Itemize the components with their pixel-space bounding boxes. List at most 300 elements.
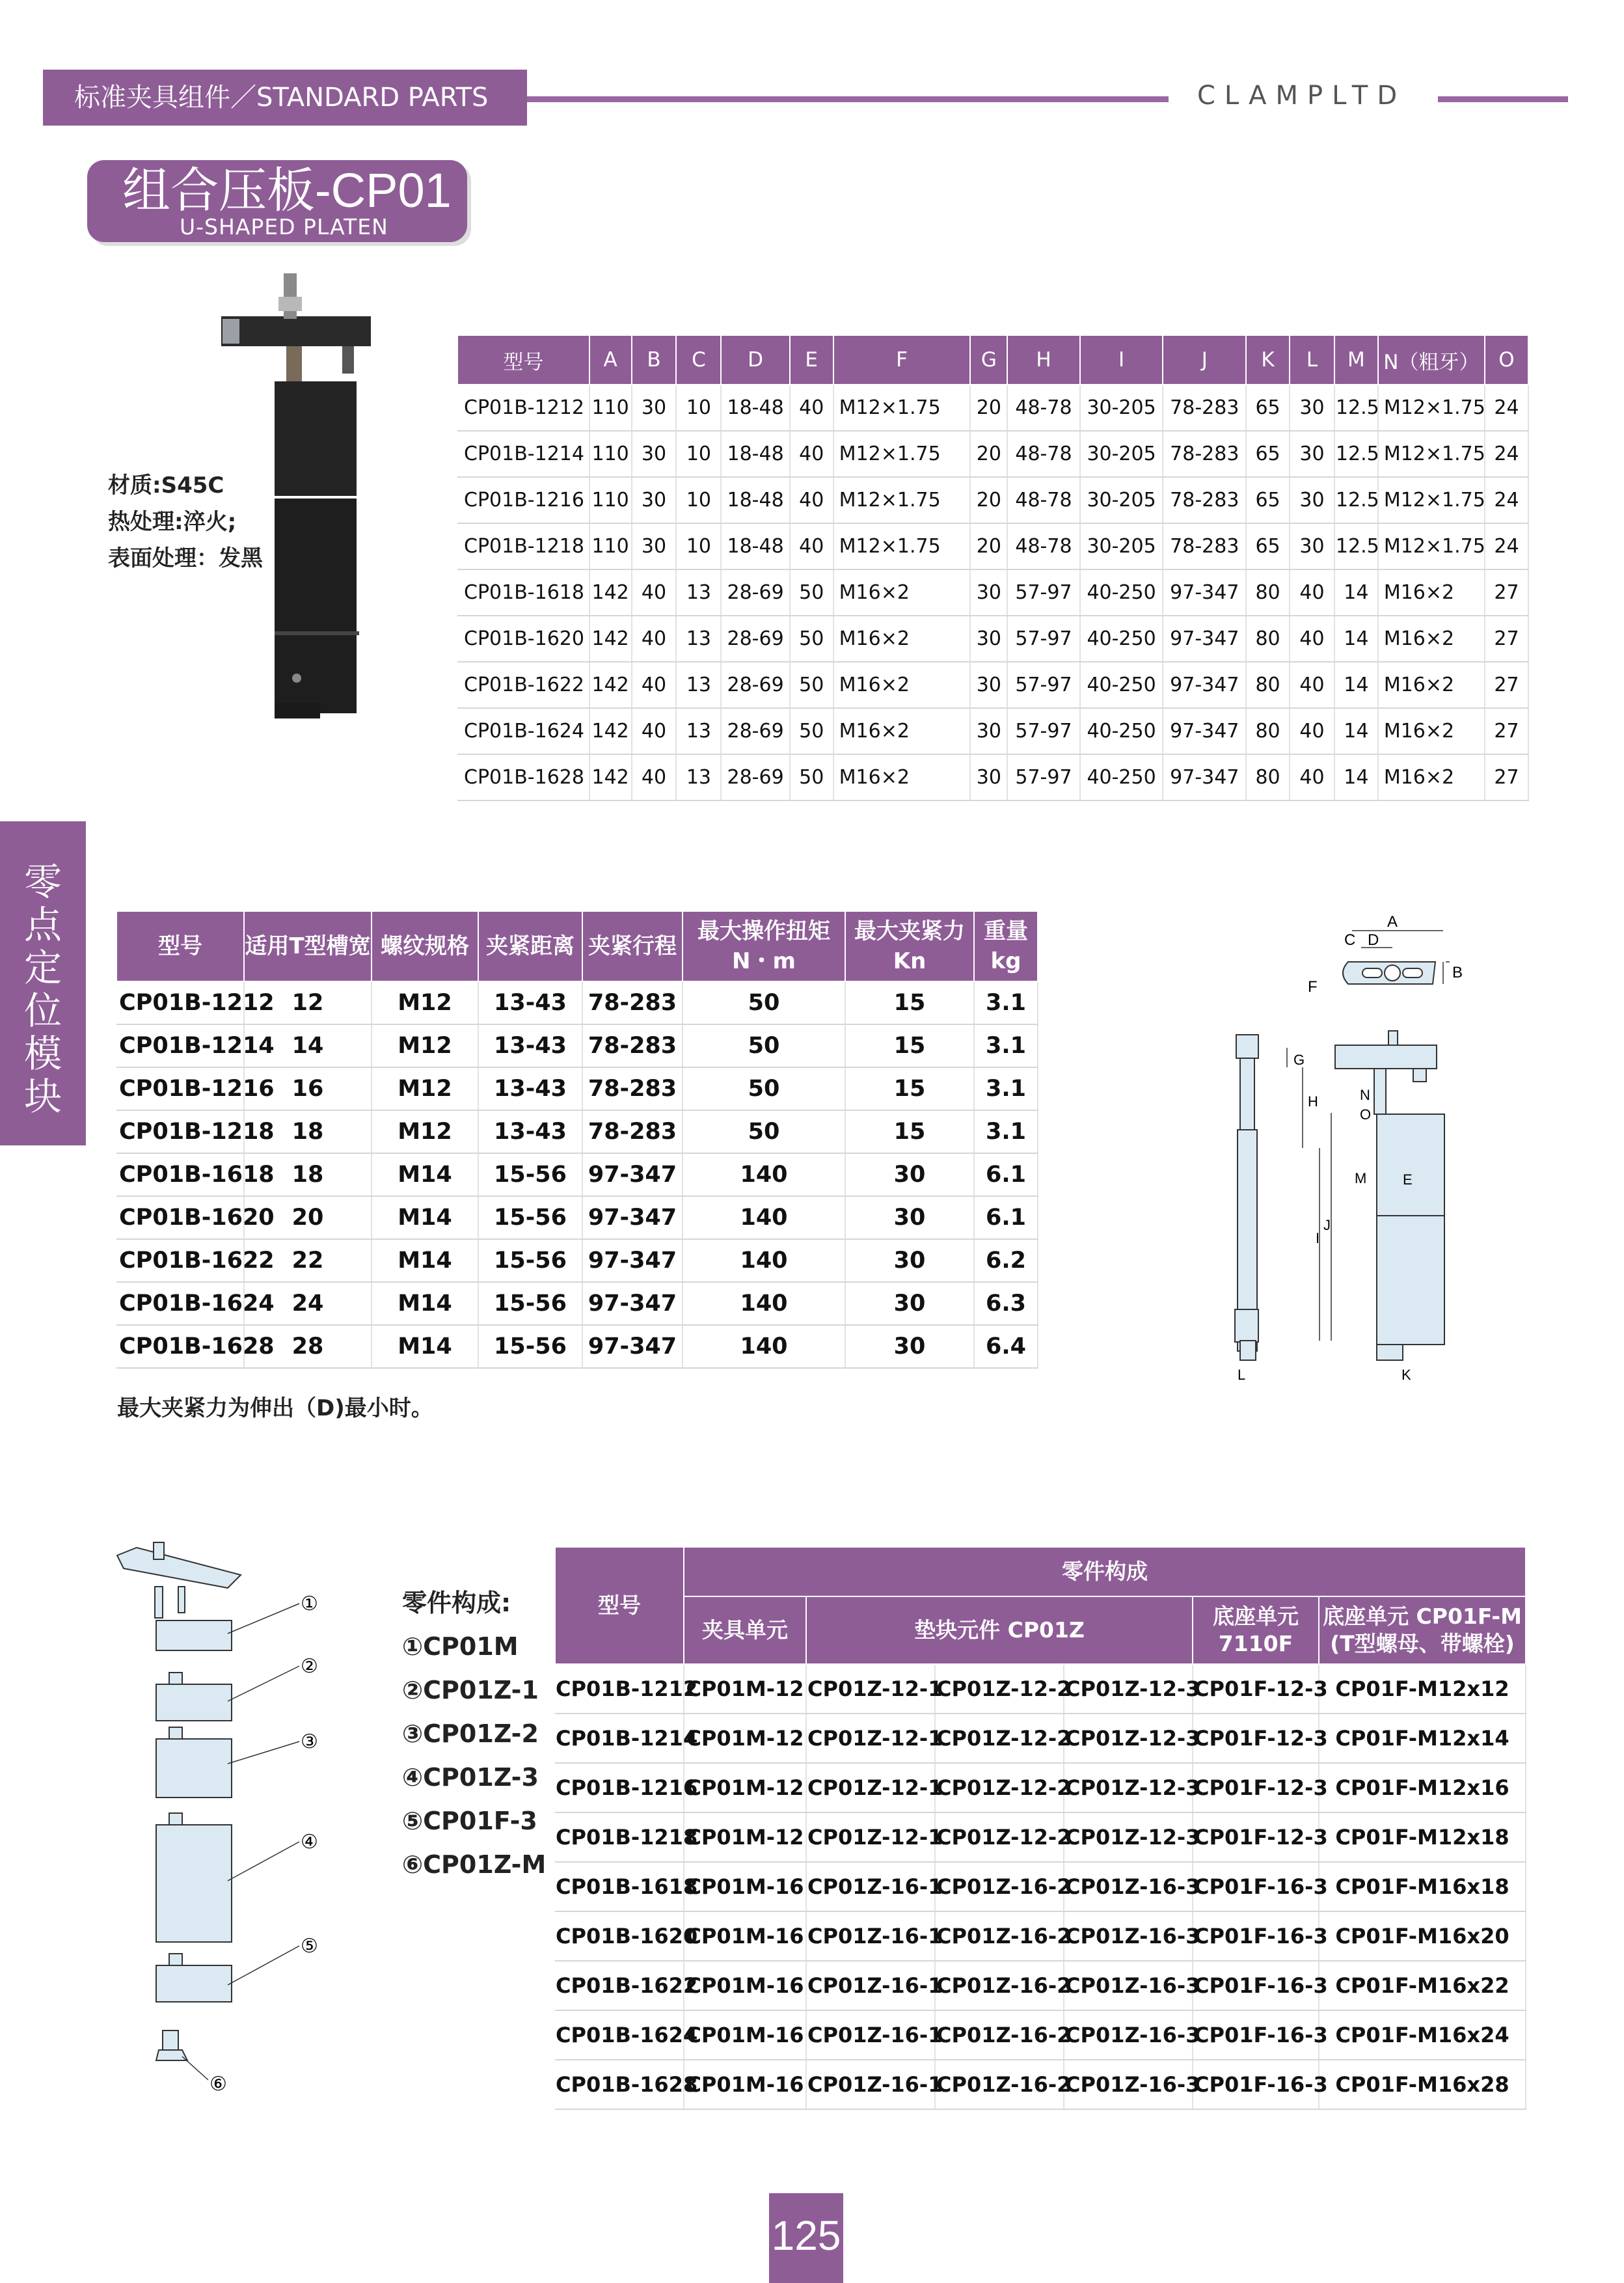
dimension-cell: 97-347 [1163,616,1246,662]
photo-t-nut [275,703,320,718]
spec-cell: 30 [845,1325,974,1368]
dimension-cell: 28-69 [721,708,789,754]
dimension-cell: 30 [1290,431,1334,477]
table-row [555,1961,1526,2010]
parts-cell: CP01F-M12x12 [1319,1664,1526,1714]
side-tab-char: 点 [23,903,62,947]
spec-cell: 14 [244,1024,372,1067]
spec-cell: 30 [845,1239,974,1282]
dimension-cell: 48-78 [1007,523,1079,569]
parts-cell: CP01Z-16-3 [1064,1911,1193,1961]
table-row [457,754,1528,800]
dimension-header-cell: K [1246,335,1290,385]
table-row [555,1812,1526,1862]
parts-cell: CP01F-16-3 [1193,2010,1319,2060]
parts-cell: CP01F-M16x20 [1319,1911,1526,1961]
dim-label-i: I [1316,1230,1320,1246]
table-row [116,1239,1038,1282]
dimension-cell: 142 [589,708,632,754]
parts-cell: CP01Z-16-2 [935,1862,1064,1911]
dimension-cell: M16×2 [1378,708,1485,754]
dimension-header-cell: I [1080,335,1163,385]
dimension-cell: 65 [1246,385,1290,431]
header-rule-right [1438,96,1568,102]
dimension-header-cell: C [676,335,721,385]
table-row [116,1196,1038,1239]
parts-cell: CP01M-12 [684,1812,806,1862]
dimension-cell: 30 [970,754,1007,800]
spec-cell: M12 [372,1110,478,1153]
dimension-cell: 40 [790,431,833,477]
parts-cell: CP01F-M16x22 [1319,1961,1526,2010]
spec-cell: 50 [683,981,845,1024]
dimension-cell: 27 [1485,616,1528,662]
parts-cell: CP01B-1218 [555,1812,684,1862]
parts-cell: CP01F-12-3 [1193,1763,1319,1812]
dimension-header-cell: L [1290,335,1334,385]
spec-cell: M14 [372,1325,478,1368]
part-1-nut [154,1542,164,1559]
dimension-cell: 30 [632,523,677,569]
callout-4: ④ [301,1831,318,1853]
exploded-view [111,1536,345,2109]
dimension-cell: M12×1.75 [1378,385,1485,431]
spec-cell: 140 [683,1196,845,1239]
parts-cell: CP01Z-12-2 [935,1812,1064,1862]
product-subtitle: U-SHAPED PLATEN [180,214,388,239]
spec-cell: 140 [683,1239,845,1282]
drawing-vertical-dims [1287,1048,1331,1341]
spec-cell: 15 [845,1067,974,1110]
parts-cell: CP01F-M16x28 [1319,2060,1526,2109]
dimension-cell: 24 [1485,385,1528,431]
parts-cell: CP01Z-16-3 [1064,2060,1193,2109]
spec-cell: 3.1 [974,1110,1038,1153]
spec-cell: CP01B-1218 [116,1110,244,1153]
dimension-cell: 40 [1290,662,1334,708]
callout-5: ⑤ [301,1935,318,1957]
parts-list-item: ②CP01Z-1 [402,1676,539,1704]
parts-cell: CP01Z-16-2 [935,2010,1064,2060]
header-brand: CLAMPLTD [1197,81,1407,111]
dimension-cell: 40 [790,385,833,431]
spec-cell: 78-283 [582,1110,683,1153]
spec-cell: 50 [683,1067,845,1110]
dimension-cell: 40 [790,477,833,523]
dimension-cell: 50 [790,569,833,616]
parts-cell: CP01F-16-3 [1193,1961,1319,2010]
callout-6: ⑥ [210,2073,227,2095]
dimension-header-cell: D [721,335,789,385]
parts-cell: CP01Z-12-2 [935,1714,1064,1763]
spec-cell: CP01B-1216 [116,1067,244,1110]
dimension-cell: 97-347 [1163,754,1246,800]
dim-label-j: J [1323,1217,1331,1233]
dimension-cell: 30-205 [1080,385,1163,431]
parts-cell: CP01Z-16-3 [1064,2010,1193,2060]
spec-header-cell: 螺纹规格 [372,911,478,981]
dimension-header-cell: E [790,335,833,385]
dimension-cell: 50 [790,708,833,754]
dim-label-c: C [1344,931,1356,949]
dimension-cell: 24 [1485,431,1528,477]
dimension-table [457,335,1529,801]
spec-cell: 12 [244,981,372,1024]
dimension-cell: CP01B-1620 [457,616,589,662]
parts-cell: CP01B-1618 [555,1862,684,1911]
dimension-cell: 80 [1246,569,1290,616]
parts-cell: CP01M-16 [684,2060,806,2109]
dimension-header-cell: M [1334,335,1378,385]
dimension-cell: 28-69 [721,754,789,800]
spec-cell: 6.1 [974,1153,1038,1196]
dim-label-o: O [1360,1106,1372,1123]
spec-cell: M14 [372,1153,478,1196]
dimension-cell: 40 [1290,569,1334,616]
table-row [457,431,1528,477]
parts-cell: CP01M-16 [684,1862,806,1911]
spec-cell: M14 [372,1282,478,1325]
parts-table-header-row-1 [555,1547,1526,1596]
dimension-cell: 24 [1485,523,1528,569]
dimension-cell: 20 [970,385,1007,431]
spec-cell: 13-43 [478,1110,582,1153]
dimension-cell: 65 [1246,431,1290,477]
dimension-cell: 80 [1246,662,1290,708]
side-tab-char: 模 [23,1032,62,1076]
callout-3: ③ [301,1731,318,1753]
dimension-cell: 40 [632,662,677,708]
dimension-cell: 14 [1334,754,1378,800]
dimension-cell: 48-78 [1007,431,1079,477]
parts-cell: CP01Z-12-1 [806,1714,935,1763]
parts-cell: CP01B-1212 [555,1664,684,1714]
dimension-cell: 30 [970,616,1007,662]
spec-cell: 15-56 [478,1325,582,1368]
dimension-cell: 65 [1246,477,1290,523]
dimension-cell: 14 [1334,662,1378,708]
drawing-top-view [1343,962,1435,984]
parts-cell: CP01M-16 [684,2010,806,2060]
dimension-cell: 57-97 [1007,754,1079,800]
spec-cell: 15-56 [478,1153,582,1196]
dimension-cell: 13 [676,754,721,800]
dimension-cell: 40 [1290,754,1334,800]
dimension-cell: 28-69 [721,616,789,662]
spec-header-cell: 夹紧行程 [582,911,683,981]
dimension-cell: 40 [632,569,677,616]
dimension-cell: 142 [589,616,632,662]
spec-cell: M12 [372,981,478,1024]
dimension-cell: 30 [970,708,1007,754]
dim-label-d: D [1368,931,1379,949]
technical-drawing [1204,898,1464,1393]
parts-cell: CP01B-1620 [555,1911,684,1961]
dimension-cell: M12×1.75 [833,477,971,523]
dimension-header-cell: B [632,335,677,385]
spec-cell: 15 [845,1024,974,1067]
dimension-cell: 50 [790,616,833,662]
dimension-header-cell: N（粗牙） [1378,335,1485,385]
parts-cell: CP01Z-16-1 [806,2010,935,2060]
dimension-cell: 142 [589,754,632,800]
dimension-cell: 97-347 [1163,662,1246,708]
parts-cell: CP01F-12-3 [1193,1714,1319,1763]
spec-note: 最大夹紧力为伸出（D)最小时。 [117,1395,433,1421]
dimension-table-header [457,335,1528,385]
dimension-cell: M16×2 [833,616,971,662]
photo-block-upper [275,381,357,496]
dimension-cell: M16×2 [1378,569,1485,616]
side-tab-char: 块 [23,1074,62,1119]
photo-bar-end [223,319,239,344]
dimension-cell: 65 [1246,523,1290,569]
dimension-cell: 10 [676,477,721,523]
spec-cell: CP01B-1214 [116,1024,244,1067]
dimension-cell: 110 [589,523,632,569]
spec-cell: 78-283 [582,1067,683,1110]
dimension-cell: 14 [1334,616,1378,662]
parts-cell: CP01Z-12-3 [1064,1763,1193,1812]
spec-cell: CP01B-1212 [116,981,244,1024]
parts-cell: CP01B-1214 [555,1714,684,1763]
heat-treatment-text: 热处理:淬火; [108,509,237,535]
spec-cell: 140 [683,1282,845,1325]
parts-cell: CP01F-M12x18 [1319,1812,1526,1862]
parts-cell: CP01F-16-3 [1193,2060,1319,2109]
parts-cell: CP01Z-12-3 [1064,1812,1193,1862]
part-1-clamp-bar [117,1548,241,1588]
callout-2: ② [301,1656,318,1677]
parts-cell: CP01Z-12-2 [935,1763,1064,1812]
parts-cell: CP01M-16 [684,1911,806,1961]
spec-cell: 30 [845,1153,974,1196]
dim-label-a: A [1387,913,1398,931]
dimension-cell: 78-283 [1163,477,1246,523]
dimension-header-cell: 型号 [457,335,589,385]
spec-cell: 6.4 [974,1325,1038,1368]
dim-label-g: G [1293,1052,1305,1068]
parts-cell: CP01Z-16-1 [806,1862,935,1911]
dimension-cell: 80 [1246,754,1290,800]
spec-cell: 13-43 [478,1067,582,1110]
dimension-cell: 13 [676,569,721,616]
dimension-cell: 27 [1485,569,1528,616]
dimension-cell: 18-48 [721,431,789,477]
photo-nut [278,297,302,311]
spec-cell: 30 [845,1196,974,1239]
dimension-cell: 20 [970,477,1007,523]
table-row [116,981,1038,1024]
table-row [116,1110,1038,1153]
dimension-cell: CP01B-1218 [457,523,589,569]
side-section-tab [0,821,86,1145]
table-row [555,2060,1526,2109]
dimension-cell: 110 [589,385,632,431]
dim-label-f: F [1308,978,1318,996]
dimension-cell: 30 [1290,385,1334,431]
parts-cell: CP01B-1628 [555,2060,684,2109]
parts-list-item: ④CP01Z-3 [402,1763,539,1792]
side-tab-char: 零 [23,860,62,904]
dim-label-l: L [1238,1367,1246,1383]
parts-cell: CP01M-16 [684,1961,806,2010]
dim-label-m: M [1355,1170,1367,1186]
page-number: 125 [769,2193,843,2283]
dimension-cell: M12×1.75 [1378,477,1485,523]
dimension-cell: M12×1.75 [833,523,971,569]
dimension-cell: 18-48 [721,523,789,569]
dimension-cell: CP01B-1618 [457,569,589,616]
parts-table-group-header: 零件构成 [684,1547,1526,1596]
dimension-cell: 10 [676,431,721,477]
parts-cell: CP01Z-12-1 [806,1812,935,1862]
parts-cell: CP01F-M16x18 [1319,1862,1526,1911]
dimension-cell: 10 [676,523,721,569]
spec-cell: 15-56 [478,1239,582,1282]
table-row [457,616,1528,662]
dimension-cell: 14 [1334,569,1378,616]
dimension-cell: 40-250 [1080,616,1163,662]
dimension-cell: M16×2 [833,569,971,616]
parts-cell: CP01Z-12-1 [806,1664,935,1714]
spec-header-cell: 最大操作扭矩 N・m [683,911,845,981]
parts-cell: CP01F-16-3 [1193,1862,1319,1911]
dimension-cell: 80 [1246,616,1290,662]
dim-label-h: H [1308,1093,1318,1110]
parts-cell: CP01M-12 [684,1664,806,1714]
spec-cell: CP01B-1624 [116,1282,244,1325]
parts-table-model-header: 型号 [555,1547,684,1664]
spec-header-cell: 夹紧距离 [478,911,582,981]
spec-cell: 3.1 [974,981,1038,1024]
part-5-tab [169,1954,182,1965]
parts-cell: CP01B-1624 [555,2010,684,2060]
spec-table [116,910,1038,1369]
dimension-cell: M12×1.75 [1378,431,1485,477]
spec-cell: 20 [244,1196,372,1239]
photo-seam [275,631,359,635]
product-title [122,163,452,219]
spec-cell: 140 [683,1153,845,1196]
spec-cell: CP01B-1622 [116,1239,244,1282]
photo-stud [284,273,297,319]
dimension-cell: M16×2 [1378,754,1485,800]
spec-cell: 97-347 [582,1325,683,1368]
dimension-cell: 48-78 [1007,385,1079,431]
spec-cell: 97-347 [582,1282,683,1325]
parts-cell: CP01F-M16x24 [1319,2010,1526,2060]
dimension-cell: 57-97 [1007,616,1079,662]
table-row [457,523,1528,569]
spec-cell: M12 [372,1067,478,1110]
parts-cell: CP01F-M12x14 [1319,1714,1526,1763]
dimension-header-cell: F [833,335,971,385]
product-title-badge [87,160,467,242]
dimension-cell: 30 [970,569,1007,616]
dimension-cell: M16×2 [833,662,971,708]
dimension-cell: 30-205 [1080,523,1163,569]
spec-header-cell: 重量 kg [974,911,1038,981]
dimension-cell: CP01B-1214 [457,431,589,477]
photo-block-lower [275,499,357,713]
dimension-cell: CP01B-1212 [457,385,589,431]
parts-cell: CP01B-1622 [555,1961,684,2010]
dimension-cell: CP01B-1622 [457,662,589,708]
dimension-cell: 57-97 [1007,569,1079,616]
spec-cell: 97-347 [582,1153,683,1196]
dimension-header-cell: J [1163,335,1246,385]
parts-list-title: 零件构成: [402,1589,511,1617]
dimension-cell: 18-48 [721,385,789,431]
parts-sub-header-cell: 底座单元 CP01F-M (T型螺母、带螺栓) [1319,1596,1526,1664]
part-6-screw [163,2030,178,2050]
spec-cell: CP01B-1628 [116,1325,244,1368]
dim-label-e: E [1403,1171,1413,1188]
spec-header-cell: 型号 [116,911,244,981]
dimension-cell: 57-97 [1007,708,1079,754]
spec-cell: 50 [683,1024,845,1067]
parts-cell: CP01Z-16-1 [806,2060,935,2109]
spec-header-cell: 最大夹紧力 Kn [845,911,974,981]
dimension-cell: 30-205 [1080,431,1163,477]
table-row [555,1714,1526,1763]
surface-treatment-text: 表面处理：发黑 [108,545,263,571]
dimension-cell: 80 [1246,708,1290,754]
dimension-cell: 10 [676,385,721,431]
product-title-name: 组合压板 [122,163,315,219]
part-2-tab [169,1673,182,1684]
table-row [457,662,1528,708]
photo-spring [286,346,302,385]
parts-cell: CP01Z-16-1 [806,1911,935,1961]
dim-label-k: K [1401,1367,1411,1383]
drawing-side-view [1235,1035,1258,1360]
side-tab-char: 位 [23,989,62,1033]
dimension-cell: 110 [589,431,632,477]
parts-list-item: ③CP01Z-2 [402,1719,539,1748]
parts-cell: CP01Z-16-3 [1064,1961,1193,2010]
table-row [555,1763,1526,1812]
callout-1: ① [301,1593,318,1615]
part-3-tab [169,1727,182,1739]
part-4-tab [169,1813,182,1825]
dimension-cell: 40 [790,523,833,569]
parts-cell: CP01Z-16-1 [806,1961,935,2010]
dimension-cell: 13 [676,662,721,708]
spec-cell: CP01B-1620 [116,1196,244,1239]
spec-cell: 140 [683,1325,845,1368]
table-row [457,569,1528,616]
parts-sub-header-cell: 夹具单元 [684,1596,806,1664]
part-1-block [156,1620,232,1650]
dimension-cell: M12×1.75 [1378,523,1485,569]
spec-cell: 15-56 [478,1282,582,1325]
dimension-cell: 48-78 [1007,477,1079,523]
dimension-cell: 78-283 [1163,385,1246,431]
spec-cell: 78-283 [582,981,683,1024]
parts-cell: CP01Z-12-3 [1064,1664,1193,1714]
part-2-block [156,1684,232,1721]
spec-cell: 13-43 [478,1024,582,1067]
part-3-block [156,1739,232,1798]
dimension-cell: 110 [589,477,632,523]
parts-cell: CP01Z-16-2 [935,1911,1064,1961]
dimension-cell: M16×2 [833,708,971,754]
part-6-head [156,2050,187,2060]
dimension-cell: M12×1.75 [833,431,971,477]
dimension-cell: 12.5 [1334,431,1378,477]
